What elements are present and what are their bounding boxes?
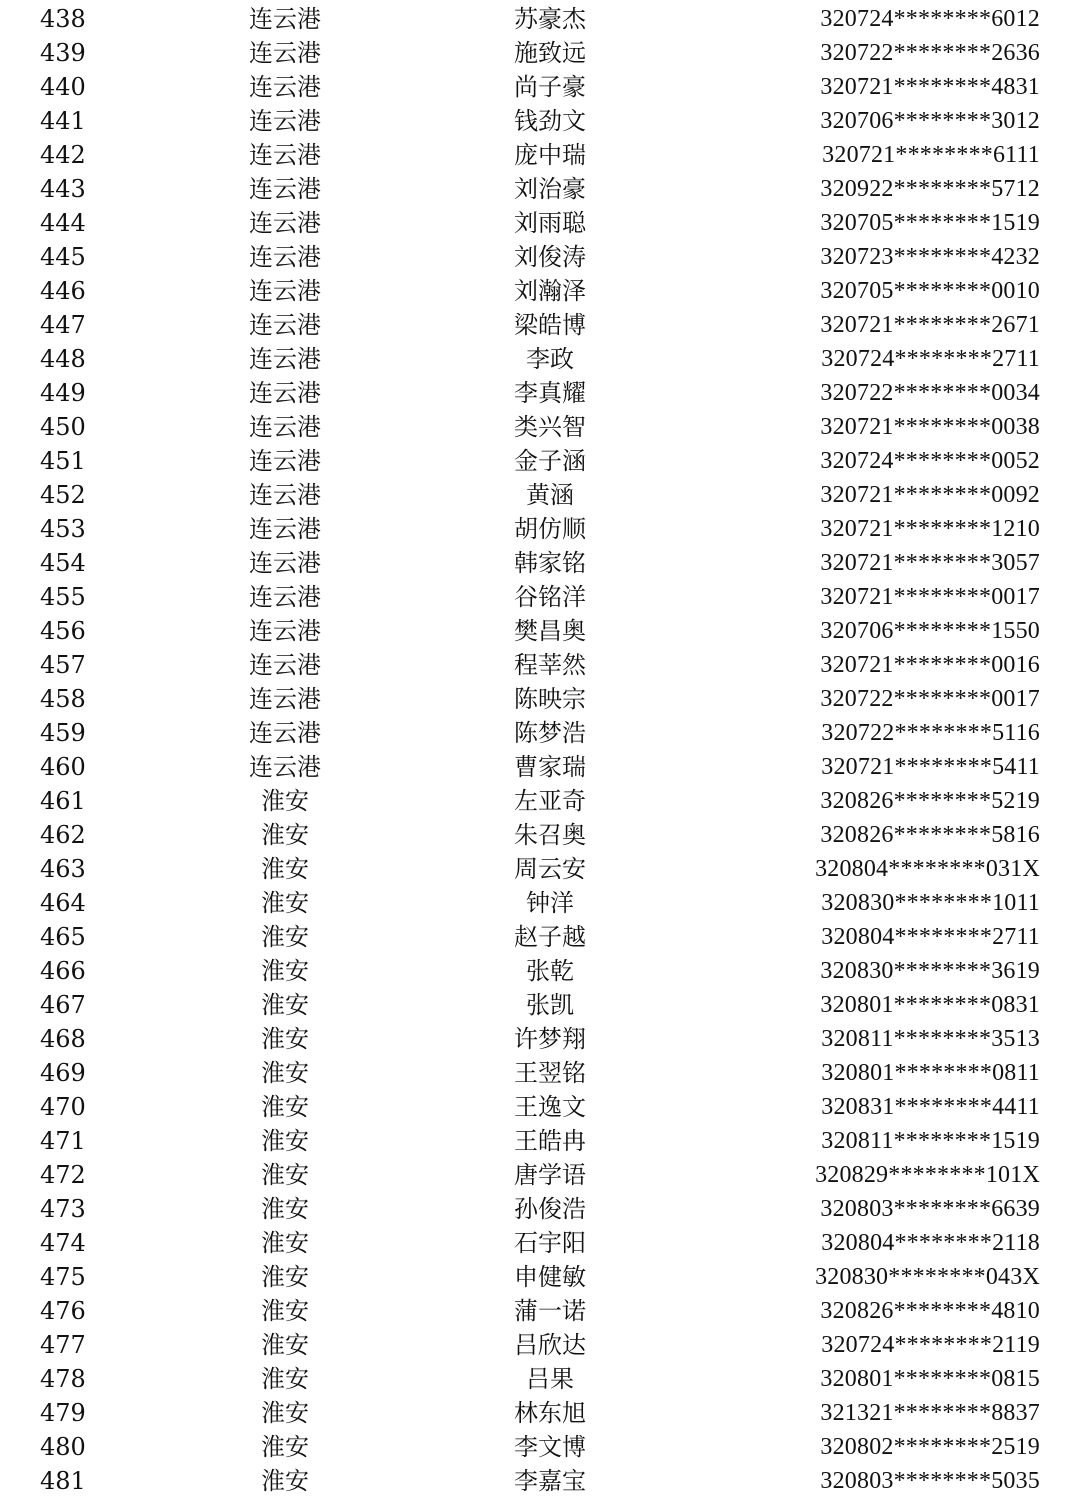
- row-number: 447: [40, 311, 86, 339]
- row-id-number: 320721********0017: [820, 584, 1040, 610]
- row-id-number: 320801********0831: [820, 992, 1040, 1018]
- row-city: 连云港: [249, 209, 321, 237]
- row-city: 连云港: [249, 719, 321, 747]
- row-city: 淮安: [261, 1229, 309, 1257]
- list-item: [0, 1192, 1080, 1226]
- row-city: 淮安: [261, 1093, 309, 1121]
- row-number: 470: [40, 1093, 86, 1121]
- list-item: [0, 70, 1080, 104]
- row-city: 连云港: [249, 345, 321, 373]
- row-name: 金子涵: [514, 447, 586, 475]
- row-city: 连云港: [249, 141, 321, 169]
- row-city: 连云港: [249, 5, 321, 33]
- row-city: 连云港: [249, 379, 321, 407]
- row-number: 457: [40, 651, 86, 679]
- row-id-number: 320721********0038: [820, 414, 1040, 440]
- row-city: 淮安: [261, 1127, 309, 1155]
- row-name: 苏豪杰: [514, 5, 586, 33]
- row-name: 梁皓博: [514, 311, 586, 339]
- row-number: 454: [40, 549, 86, 577]
- row-number: 458: [40, 685, 86, 713]
- row-number: 479: [40, 1399, 86, 1427]
- row-id-number: 320724********0052: [820, 448, 1040, 474]
- row-name: 王逸文: [514, 1093, 586, 1121]
- list-item: [0, 988, 1080, 1022]
- list-item: [0, 1022, 1080, 1056]
- row-id-number: 320721********1210: [820, 516, 1040, 542]
- row-name: 石宇阳: [514, 1229, 586, 1257]
- row-name: 张凯: [526, 991, 574, 1019]
- row-name: 钟洋: [526, 889, 574, 917]
- list-item: [0, 1124, 1080, 1158]
- row-name: 谷铭洋: [514, 583, 586, 611]
- row-id-number: 320811********1519: [821, 1128, 1040, 1154]
- list-item: [0, 172, 1080, 206]
- row-id-number: 320804********2118: [821, 1230, 1040, 1256]
- list-item: [0, 682, 1080, 716]
- row-name: 李真耀: [514, 379, 586, 407]
- row-name: 张乾: [526, 957, 574, 985]
- row-number: 455: [40, 583, 86, 611]
- row-number: 443: [40, 175, 86, 203]
- row-id-number: 320724********2711: [821, 346, 1040, 372]
- list-item: [0, 954, 1080, 988]
- row-number: 477: [40, 1331, 86, 1359]
- row-id-number: 320721********3057: [820, 550, 1040, 576]
- row-name: 刘俊涛: [514, 243, 586, 271]
- row-number: 459: [40, 719, 86, 747]
- row-city: 连云港: [249, 311, 321, 339]
- row-id-number: 320811********3513: [821, 1026, 1040, 1052]
- row-number: 467: [40, 991, 86, 1019]
- row-id-number: 320830********3619: [820, 958, 1040, 984]
- row-number: 464: [40, 889, 86, 917]
- row-city: 淮安: [261, 1297, 309, 1325]
- list-item: [0, 1328, 1080, 1362]
- row-name: 曹家瑞: [514, 753, 586, 781]
- row-city: 淮安: [261, 889, 309, 917]
- list-item: [0, 2, 1080, 36]
- row-name: 朱召奥: [514, 821, 586, 849]
- row-number: 466: [40, 957, 86, 985]
- row-number: 468: [40, 1025, 86, 1053]
- list-item: [0, 1260, 1080, 1294]
- list-item: [0, 1362, 1080, 1396]
- row-city: 淮安: [261, 1467, 309, 1495]
- row-city: 连云港: [249, 515, 321, 543]
- row-id-number: 320721********4831: [820, 74, 1040, 100]
- list-item: [0, 1294, 1080, 1328]
- list-item: [0, 580, 1080, 614]
- row-number: 448: [40, 345, 86, 373]
- row-id-number: 320804********2711: [821, 924, 1040, 950]
- row-id-number: 320826********5219: [820, 788, 1040, 814]
- row-name: 吕欣达: [514, 1331, 586, 1359]
- row-city: 连云港: [249, 107, 321, 135]
- row-number: 462: [40, 821, 86, 849]
- row-id-number: 320922********5712: [820, 176, 1040, 202]
- row-name: 周云安: [514, 855, 586, 883]
- row-number: 449: [40, 379, 86, 407]
- row-name: 尚子豪: [514, 73, 586, 101]
- row-name: 赵子越: [514, 923, 586, 951]
- row-city: 连云港: [249, 73, 321, 101]
- row-city: 淮安: [261, 1365, 309, 1393]
- row-city: 连云港: [249, 481, 321, 509]
- row-number: 452: [40, 481, 86, 509]
- row-number: 461: [40, 787, 86, 815]
- row-city: 淮安: [261, 1025, 309, 1053]
- row-city: 淮安: [261, 1331, 309, 1359]
- row-id-number: 320803********5035: [820, 1468, 1040, 1494]
- row-number: 445: [40, 243, 86, 271]
- row-city: 淮安: [261, 923, 309, 951]
- row-name: 吕果: [526, 1365, 574, 1393]
- list-item: [0, 546, 1080, 580]
- row-id-number: 320802********2519: [820, 1434, 1040, 1460]
- list-item: [0, 342, 1080, 376]
- row-city: 淮安: [261, 1433, 309, 1461]
- row-number: 446: [40, 277, 86, 305]
- row-id-number: 320724********6012: [820, 6, 1040, 32]
- list-item: [0, 444, 1080, 478]
- list-item: [0, 852, 1080, 886]
- list-item: [0, 512, 1080, 546]
- row-name: 韩家铭: [514, 549, 586, 577]
- row-id-number: 320722********5116: [821, 720, 1040, 746]
- row-number: 480: [40, 1433, 86, 1461]
- row-id-number: 320721********0016: [820, 652, 1040, 678]
- row-id-number: 320721********2671: [820, 312, 1040, 338]
- row-city: 连云港: [249, 549, 321, 577]
- row-number: 440: [40, 73, 86, 101]
- row-number: 471: [40, 1127, 86, 1155]
- row-number: 453: [40, 515, 86, 543]
- list-item: [0, 138, 1080, 172]
- row-name: 孙俊浩: [514, 1195, 586, 1223]
- row-city: 连云港: [249, 39, 321, 67]
- row-number: 473: [40, 1195, 86, 1223]
- row-number: 456: [40, 617, 86, 645]
- row-number: 438: [40, 5, 86, 33]
- row-number: 450: [40, 413, 86, 441]
- row-name: 刘治豪: [514, 175, 586, 203]
- row-name: 申健敏: [514, 1263, 586, 1291]
- list-item: [0, 818, 1080, 852]
- row-city: 连云港: [249, 651, 321, 679]
- row-id-number: 320724********2119: [821, 1332, 1040, 1358]
- row-name: 类兴智: [514, 413, 586, 441]
- row-name: 程莘然: [514, 651, 586, 679]
- row-number: 481: [40, 1467, 86, 1495]
- row-city: 连云港: [249, 583, 321, 611]
- row-number: 451: [40, 447, 86, 475]
- list-item: [0, 206, 1080, 240]
- row-name: 许梦翔: [514, 1025, 586, 1053]
- row-number: 469: [40, 1059, 86, 1087]
- list-item: [0, 716, 1080, 750]
- row-name: 李政: [526, 345, 574, 373]
- row-name: 施致远: [514, 39, 586, 67]
- row-id-number: 320721********6111: [822, 142, 1040, 168]
- row-city: 连云港: [249, 413, 321, 441]
- row-name: 李嘉宝: [514, 1467, 586, 1495]
- row-id-number: 321321********8837: [820, 1400, 1040, 1426]
- row-number: 476: [40, 1297, 86, 1325]
- list-item: [0, 1090, 1080, 1124]
- list-item: [0, 1056, 1080, 1090]
- row-id-number: 320722********2636: [820, 40, 1040, 66]
- row-city: 淮安: [261, 787, 309, 815]
- row-id-number: 320830********043X: [815, 1264, 1040, 1290]
- list-item: [0, 920, 1080, 954]
- row-number: 463: [40, 855, 86, 883]
- row-id-number: 320722********0017: [820, 686, 1040, 712]
- row-name: 王皓冉: [514, 1127, 586, 1155]
- row-id-number: 320801********0811: [821, 1060, 1040, 1086]
- row-id-number: 320826********5816: [820, 822, 1040, 848]
- row-name: 刘雨聪: [514, 209, 586, 237]
- list-item: [0, 750, 1080, 784]
- row-name: 唐学语: [514, 1161, 586, 1189]
- row-name: 刘瀚泽: [514, 277, 586, 305]
- list-item: [0, 308, 1080, 342]
- row-city: 淮安: [261, 1195, 309, 1223]
- list-item: [0, 1396, 1080, 1430]
- row-id-number: 320706********1550: [820, 618, 1040, 644]
- list-item: [0, 1464, 1080, 1498]
- row-id-number: 320723********4232: [820, 244, 1040, 270]
- row-name: 胡仿顺: [514, 515, 586, 543]
- row-number: 474: [40, 1229, 86, 1257]
- list-item: [0, 478, 1080, 512]
- row-number: 444: [40, 209, 86, 237]
- row-id-number: 320826********4810: [820, 1298, 1040, 1324]
- row-name: 陈映宗: [514, 685, 586, 713]
- row-city: 淮安: [261, 855, 309, 883]
- row-id-number: 320706********3012: [820, 108, 1040, 134]
- list-item: [0, 1430, 1080, 1464]
- row-id-number: 320831********4411: [821, 1094, 1040, 1120]
- list-item: [0, 886, 1080, 920]
- row-id-number: 320722********0034: [820, 380, 1040, 406]
- list-item: [0, 648, 1080, 682]
- row-id-number: 320705********0010: [820, 278, 1040, 304]
- row-number: 441: [40, 107, 86, 135]
- row-id-number: 320705********1519: [820, 210, 1040, 236]
- row-id-number: 320801********0815: [820, 1366, 1040, 1392]
- row-name: 李文博: [514, 1433, 586, 1461]
- row-id-number: 320721********0092: [820, 482, 1040, 508]
- row-city: 连云港: [249, 753, 321, 781]
- row-name: 樊昌奥: [514, 617, 586, 645]
- row-id-number: 320721********5411: [821, 754, 1040, 780]
- row-name: 钱劲文: [514, 107, 586, 135]
- row-city: 淮安: [261, 1399, 309, 1427]
- row-id-number: 320804********031X: [815, 856, 1040, 882]
- row-city: 连云港: [249, 277, 321, 305]
- row-name: 陈梦浩: [514, 719, 586, 747]
- list-item: [0, 410, 1080, 444]
- list-item: [0, 104, 1080, 138]
- row-number: 460: [40, 753, 86, 781]
- list-item: [0, 1158, 1080, 1192]
- row-number: 475: [40, 1263, 86, 1291]
- row-number: 478: [40, 1365, 86, 1393]
- row-city: 淮安: [261, 1161, 309, 1189]
- row-city: 连云港: [249, 243, 321, 271]
- row-number: 439: [40, 39, 86, 67]
- row-number: 442: [40, 141, 86, 169]
- row-city: 连云港: [249, 685, 321, 713]
- row-city: 淮安: [261, 821, 309, 849]
- row-name: 庞中瑞: [514, 141, 586, 169]
- row-name: 王翌铭: [514, 1059, 586, 1087]
- row-number: 465: [40, 923, 86, 951]
- row-city: 连云港: [249, 447, 321, 475]
- list-item: [0, 784, 1080, 818]
- roster-list: [0, 2, 1080, 1498]
- row-city: 连云港: [249, 175, 321, 203]
- row-name: 蒲一诺: [514, 1297, 586, 1325]
- row-city: 淮安: [261, 1059, 309, 1087]
- row-city: 淮安: [261, 1263, 309, 1291]
- row-city: 淮安: [261, 957, 309, 985]
- list-item: [0, 274, 1080, 308]
- row-name: 左亚奇: [514, 787, 586, 815]
- row-id-number: 320803********6639: [820, 1196, 1040, 1222]
- row-number: 472: [40, 1161, 86, 1189]
- list-item: [0, 376, 1080, 410]
- row-name: 林东旭: [514, 1399, 586, 1427]
- list-item: [0, 240, 1080, 274]
- list-item: [0, 1226, 1080, 1260]
- list-item: [0, 614, 1080, 648]
- list-item: [0, 36, 1080, 70]
- row-city: 连云港: [249, 617, 321, 645]
- row-id-number: 320830********1011: [821, 890, 1040, 916]
- row-name: 黄涵: [526, 481, 574, 509]
- row-city: 淮安: [261, 991, 309, 1019]
- row-id-number: 320829********101X: [815, 1162, 1040, 1188]
